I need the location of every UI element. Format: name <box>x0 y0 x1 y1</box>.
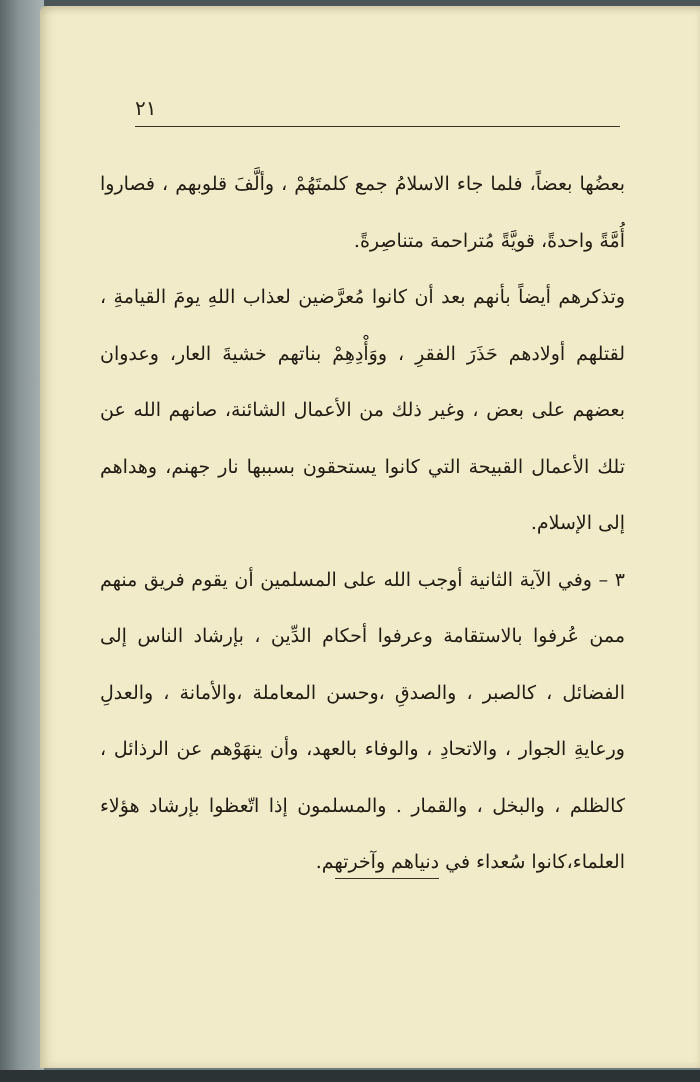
paragraph-3: ٣ – وفي الآية الثانية أوجب الله على المسلمين أن يقوم فريق منهم ممن عُرفوا بالاستقامة وعرفوا أحكام الدِّين ، بإرشاد الناس إلى الفضائل ، كالصبر ، والصدقِ ،وحسن المعاملة ،والأمانة ، والعدلِ ورعايةِ الجوار ، والاتحادِ ، والوفاء بالعهد، وأن ينهَوْهم عن الرذائل ، كالظلم ، والبخل ، والقمار . والمسلمون إذا اتّعظوا بإرشاد هؤلاء العلماء،كانوا سُعداء في دنياهم وآخرتهم. <box>100 568 625 873</box>
paragraph-2: وتذكرهم أيضاً بأنهم بعد أن كانوا مُعرَّضين لعذاب اللهِ يومَ القيامةِ ، لقتلهم أولادهم حَذَرَ الفقرِ ، ووَأْدِهِمْ بناتهم خشيةَ العار، وعدوان بعضهم على بعض ، وغير ذلك من الأعمال الشائنة، صانهم الله عن تلك الأعمال القبيحة التي كانوا يستحقون بسببها نار جهنم، وهداهم إلى الإسلام. <box>100 286 625 534</box>
section-end-rule <box>335 878 439 879</box>
paragraph-1: بعضُها بعضاً، فلما جاء الاسلامُ جمع كلمتَهُمْ ، وألَّفَ قلوبهم ، فصاروا أُمَّةً واحدةً، قويَّةً مُتراحمة متناصِرةً. <box>100 173 625 252</box>
book-binding-edge <box>0 0 44 1082</box>
header-rule <box>135 126 620 127</box>
page-number: ٢١ <box>135 96 157 120</box>
scan-bottom-edge <box>0 1070 700 1082</box>
body-text <box>100 156 625 891</box>
